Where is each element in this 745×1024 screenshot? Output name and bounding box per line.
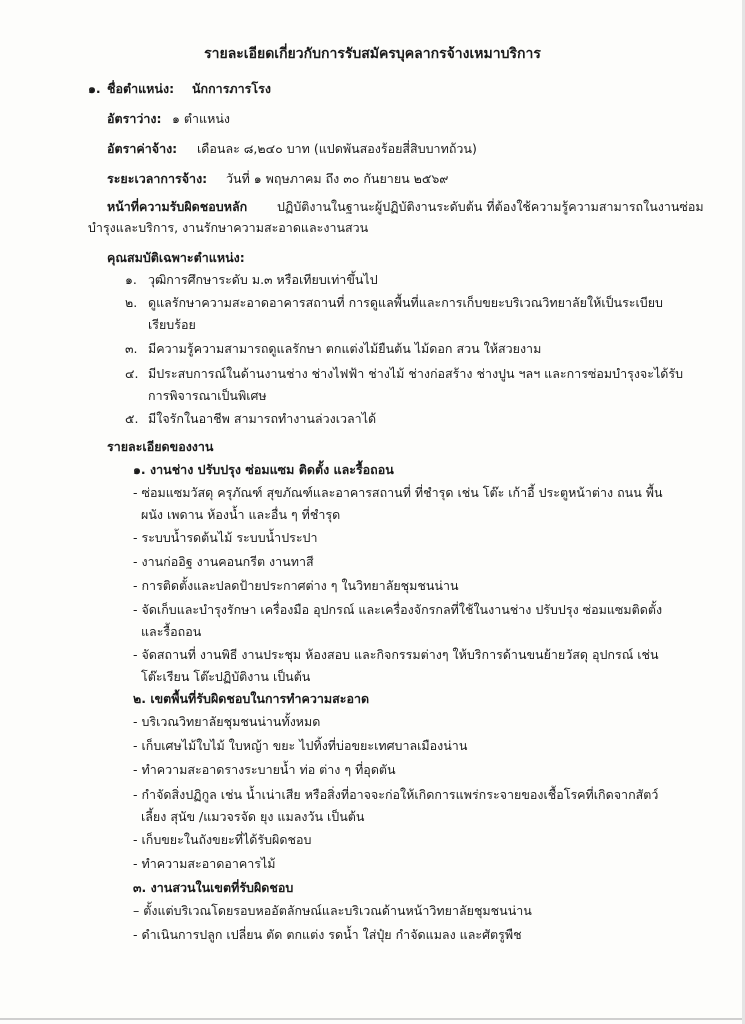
- section1-item-cont: โต๊ะเรียน โต๊ะปฏิบัติงาน เป็นต้น: [141, 669, 311, 684]
- qualification-text: วุฒิการศึกษาระดับ ม.๓ หรือเทียบเท่าขึ้นไป: [148, 272, 378, 287]
- section1-item: - ซ่อมแซมวัสดุ ครุภัณฑ์ สุขภัณฑ์และอาคารสถานที่ ที่ชำรุด เช่น โต๊ะ เก้าอี้ ประตูหน้าต่าง ถนน พื้น: [133, 485, 663, 500]
- section1-item-cont: และรื้อถอน: [141, 624, 202, 639]
- section2-item-cont: เลี้ยง สุนัข /แมวจรจัด ยุง แมลงวัน เป็นต้น: [141, 809, 365, 824]
- section2-item: - ทำความสะอาดอาคารไม้: [133, 856, 276, 871]
- qualification-number: ๓.: [125, 341, 138, 356]
- section1-item: - งานก่ออิฐ งานคอนกรีต งานทาสี: [133, 554, 314, 569]
- document-title: รายละเอียดเกี่ยวกับการรับสมัครบุคลากรจ้างเหมาบริการ: [204, 46, 541, 62]
- section1-item-cont: ผนัง เพดาน ห้องน้ำ และอื่น ๆ ที่ชำรุด: [141, 507, 341, 522]
- section2-item: - เก็บขยะในถังขยะที่ได้รับผิดชอบ: [133, 832, 312, 847]
- qualification-number: ๕.: [125, 411, 139, 426]
- section3-item: - ดำเนินการปลูก เปลี่ยน ตัด ตกแต่ง รดน้ำ ใส่ปุ๋ย กำจัดแมลง และศัตรูพืช: [133, 927, 522, 942]
- qualification-text: มีความรู้ความสามารถดูแลรักษา ตกแต่งไม้ยืนต้น ไม้ดอก สวน ให้สวยงาม: [148, 341, 542, 356]
- scan-bottom-edge: [0, 1018, 745, 1020]
- section2-item: - กำจัดสิ่งปฏิกูล เช่น น้ำเน่าเสีย หรือสิ่งที่อาจจะก่อให้เกิดการแพร่กระจายของเชื้อโรคที่เกิดจากสัตว์: [133, 787, 659, 802]
- qualification-number: ๒.: [125, 295, 138, 310]
- qualification-text: มีประสบการณ์ในด้านงานช่าง ช่างไฟฟ้า ช่างไม้ ช่างก่อสร้าง ช่างปูน ฯลฯ และการซ่อมบำรุงจะได้รับ: [148, 366, 684, 381]
- position-value: นักการภารโรง: [192, 81, 271, 96]
- period-label: ระยะเวลาการจ้าง:: [107, 171, 208, 186]
- qualification-text: มีใจรักในอาชีพ สามารถทำงานล่วงเวลาได้: [148, 411, 377, 426]
- section2-item: - เก็บเศษไม้ใบไม้ ใบหญ้า ขยะ ไปทิ้งที่บ่อขยะเทศบาลเมืองน่าน: [133, 738, 468, 753]
- duties-line1: ปฏิบัติงานในฐานะผู้ปฏิบัติงานระดับต้น ที่ต้องใช้ความรู้ความสามารถในงานซ่อม: [277, 199, 704, 214]
- qualification-text: ดูแลรักษาความสะอาดอาคารสถานที่ การดูแลพื้นที่และการเก็บขยะบริเวณวิทยาลัยให้เป็นระเบียบ: [148, 295, 663, 310]
- qualifications-heading: คุณสมบัติเฉพาะตำแหน่ง:: [107, 250, 245, 265]
- wage-value: เดือนละ ๘,๒๔๐ บาท (แปดพันสองร้อยสี่สิบบาทถ้วน): [197, 141, 477, 156]
- section1-item: - จัดสถานที่ งานพิธี งานประชุม ห้องสอบ และกิจกรรมต่างๆ ให้บริการด้านขนย้ายวัสดุ อุปกรณ์ เช่น: [133, 647, 659, 662]
- duties-label: หน้าที่ความรับผิดชอบหลัก: [107, 199, 248, 214]
- qualification-number: ๑.: [125, 272, 137, 287]
- section3-title: ๓. งานสวนในเขตที่รับผิดชอบ: [133, 880, 294, 895]
- qualification-text-cont: เรียบร้อย: [148, 317, 196, 332]
- position-number: ๑.: [88, 81, 101, 96]
- vacancy-value: ๑ ตำแหน่ง: [172, 111, 230, 126]
- work-heading: รายละเอียดของงาน: [107, 439, 214, 454]
- qualification-text-cont: การพิจารณาเป็นพิเศษ: [148, 388, 267, 403]
- section2-title: ๒. เขตพื้นที่รับผิดชอบในการทำความสะอาด: [133, 691, 370, 706]
- vacancy-label: อัตราว่าง:: [107, 111, 162, 126]
- section1-title: ๑. งานช่าง ปรับปรุง ซ่อมแซม ติดตั้ง และรื้อถอน: [133, 462, 394, 477]
- duties-line2: บำรุงและบริการ, งานรักษาความสะอาดและงานสวน: [88, 220, 369, 235]
- qualification-number: ๔.: [125, 366, 139, 381]
- period-value: วันที่ ๑ พฤษภาคม ถึง ๓๐ กันยายน ๒๕๖๙: [226, 171, 449, 186]
- section1-item: - การติดตั้งและปลดป้ายประกาศต่าง ๆ ในวิทยาลัยชุมชนน่าน: [133, 578, 459, 593]
- position-label: ชื่อตำแหน่ง:: [107, 81, 175, 96]
- section1-item: - ระบบน้ำรดต้นไม้ ระบบน้ำประปา: [133, 530, 318, 545]
- section1-item: - จัดเก็บและบำรุงรักษา เครื่องมือ อุปกรณ์ และเครื่องจักรกลที่ใช้ในงานช่าง ปรับปรุง ซ่อมแซมติดตั้ง: [133, 602, 663, 617]
- section2-item: - บริเวณวิทยาลัยชุมชนน่านทั้งหมด: [133, 714, 321, 729]
- section2-item: - ทำความสะอาดรางระบายน้ำ ท่อ ต่าง ๆ ที่อุดตัน: [133, 762, 396, 777]
- wage-label: อัตราค่าจ้าง:: [107, 141, 178, 156]
- section3-item: – ตั้งแต่บริเวณโดยรอบหออัตลักษณ์และบริเวณด้านหน้าวิทยาลัยชุมชนน่าน: [133, 903, 532, 918]
